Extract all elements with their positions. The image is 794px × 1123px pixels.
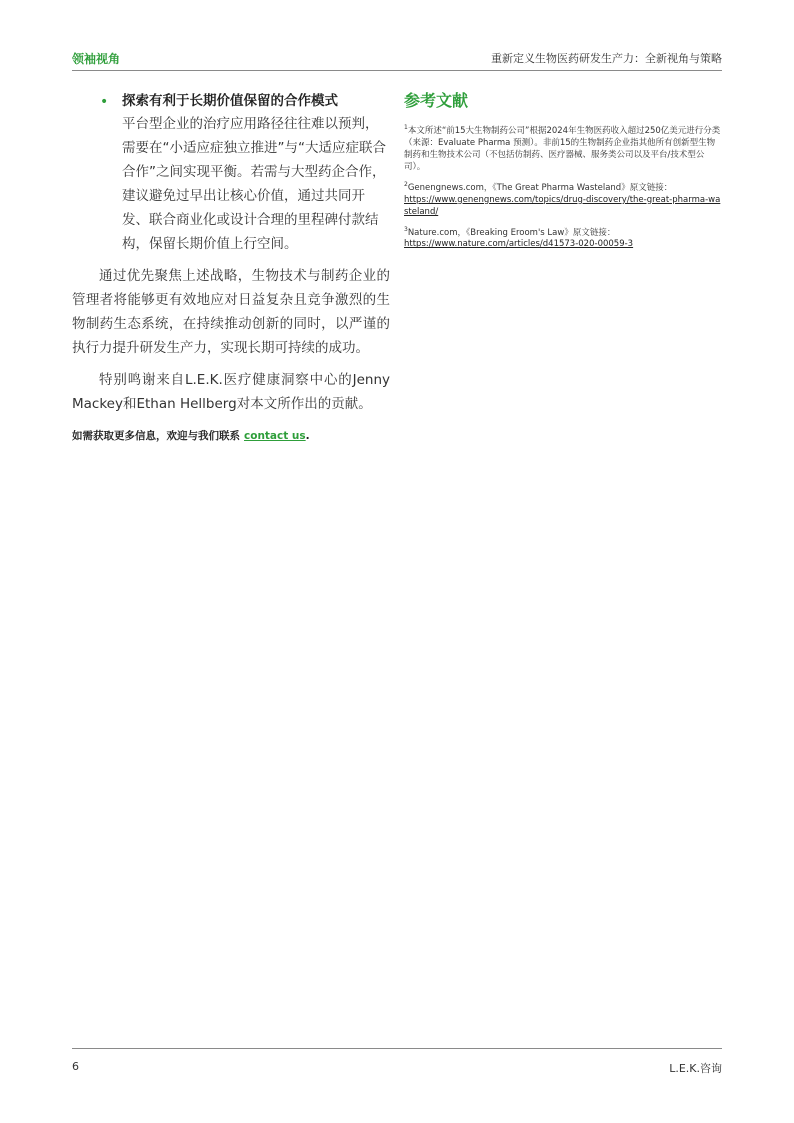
- footer-divider: [72, 1048, 722, 1049]
- brand-name: L.E.K.咨询: [669, 1062, 722, 1075]
- reference-link[interactable]: https://www.nature.com/articles/d41573-020-00059-3: [404, 239, 634, 250]
- main-column: [72, 90, 390, 443]
- contact-suffix: .: [305, 430, 310, 442]
- contact-line: [72, 428, 390, 443]
- contact-us-link[interactable]: contact us: [244, 430, 306, 442]
- reference-text: Genengnews.com，《The Great Pharma Wasteland》原文链接：: [407, 182, 673, 193]
- reference-number: 2: [404, 180, 408, 188]
- reference-item: [404, 122, 722, 173]
- references-column: [404, 90, 722, 256]
- contact-text: 如需获取更多信息，欢迎与我们联系: [72, 430, 240, 442]
- reference-number: 1: [404, 124, 408, 131]
- reference-text: 本文所述“前15大生物制药公司”根据2024年生物医药收入超过250亿美元进行分类（来源：Evaluate Pharma 预测）。非前15的生物制药企业指其他所有创新型生物制药和生物技术公司（不包括仿制药、医疗器械、服务类公司以及平台/技术型公司）。: [404, 125, 721, 172]
- section-label: 领袖视角: [72, 52, 121, 66]
- bullet-icon: •: [100, 94, 109, 110]
- reference-text: Nature.com，《Breaking Eroom's Law》原文链接：: [407, 227, 616, 238]
- bullet-body: 平台型企业的治疗应用路径往往难以预判，需要在“小适应症独立推进”与“大适应症联合合作”之间实现平衡。若需与大型药企合作，建议避免过早出让核心价值，通过共同开发、联合商业化或设计合理的里程碑付款结构，保留长期价值上行空间。: [122, 116, 386, 252]
- page-number: 6: [72, 1060, 79, 1073]
- document-title: 重新定义生物医药研发生产力：全新视角与策略: [491, 52, 722, 65]
- body-paragraph-acknowledgement: 特别鸣谢来自L.E.K.医疗健康洞察中心的Jenny Mackey和Ethan Hellberg对本文所作出的贡献。: [72, 372, 390, 412]
- references-heading: 参考文献: [404, 91, 469, 110]
- reference-item: [404, 179, 722, 218]
- bullet-title: 探索有利于长期价值保留的合作模式: [122, 93, 338, 109]
- reference-item: [404, 224, 722, 251]
- body-paragraph-conclusion: 通过优先聚焦上述战略，生物技术与制药企业的管理者将能够更有效地应对日益复杂且竞争激烈的生物制药生态系统，在持续推动创新的同时，以严谨的执行力提升研发生产力，实现长期可持续的成功。: [72, 268, 390, 356]
- header-divider: [72, 70, 722, 71]
- reference-number: 3: [404, 225, 408, 233]
- bullet-item: [72, 90, 390, 256]
- reference-link[interactable]: https://www.genengnews.com/topics/drug-discovery/the-great-pharma-wasteland/: [404, 194, 721, 217]
